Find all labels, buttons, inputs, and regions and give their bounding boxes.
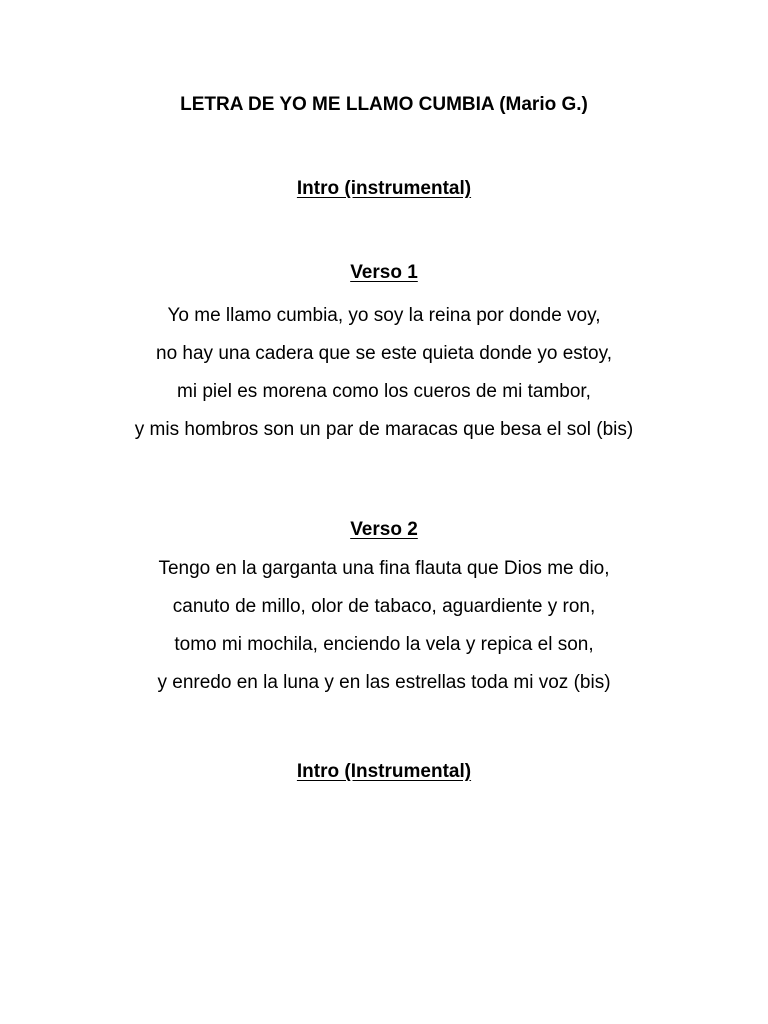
section-heading-verso-2: Verso 2: [350, 519, 418, 540]
lyric-line: no hay una cadera que se este quieta donde yo estoy,: [156, 343, 612, 364]
lyric-line: y mis hombros son un par de maracas que besa el sol (bis): [134, 419, 634, 440]
lyric-line: y enredo en la luna y en las estrellas toda mi voz (bis): [157, 672, 611, 693]
section-heading-intro-instrumental: Intro (Instrumental): [296, 761, 472, 782]
section-heading-intro: Intro (instrumental): [296, 178, 472, 199]
lyric-line: mi piel es morena como los cueros de mi tambor,: [177, 381, 591, 402]
document-title: LETRA DE YO ME LLAMO CUMBIA (Mario G.): [180, 94, 588, 115]
section-heading-verso-1: Verso 1: [350, 262, 418, 283]
lyric-line: Tengo en la garganta una fina flauta que Dios me dio,: [158, 558, 610, 579]
lyric-line: canuto de millo, olor de tabaco, aguardiente y ron,: [172, 596, 596, 617]
lyric-line: tomo mi mochila, enciendo la vela y repica el son,: [174, 634, 594, 655]
lyric-line: Yo me llamo cumbia, yo soy la reina por donde voy,: [167, 305, 601, 326]
